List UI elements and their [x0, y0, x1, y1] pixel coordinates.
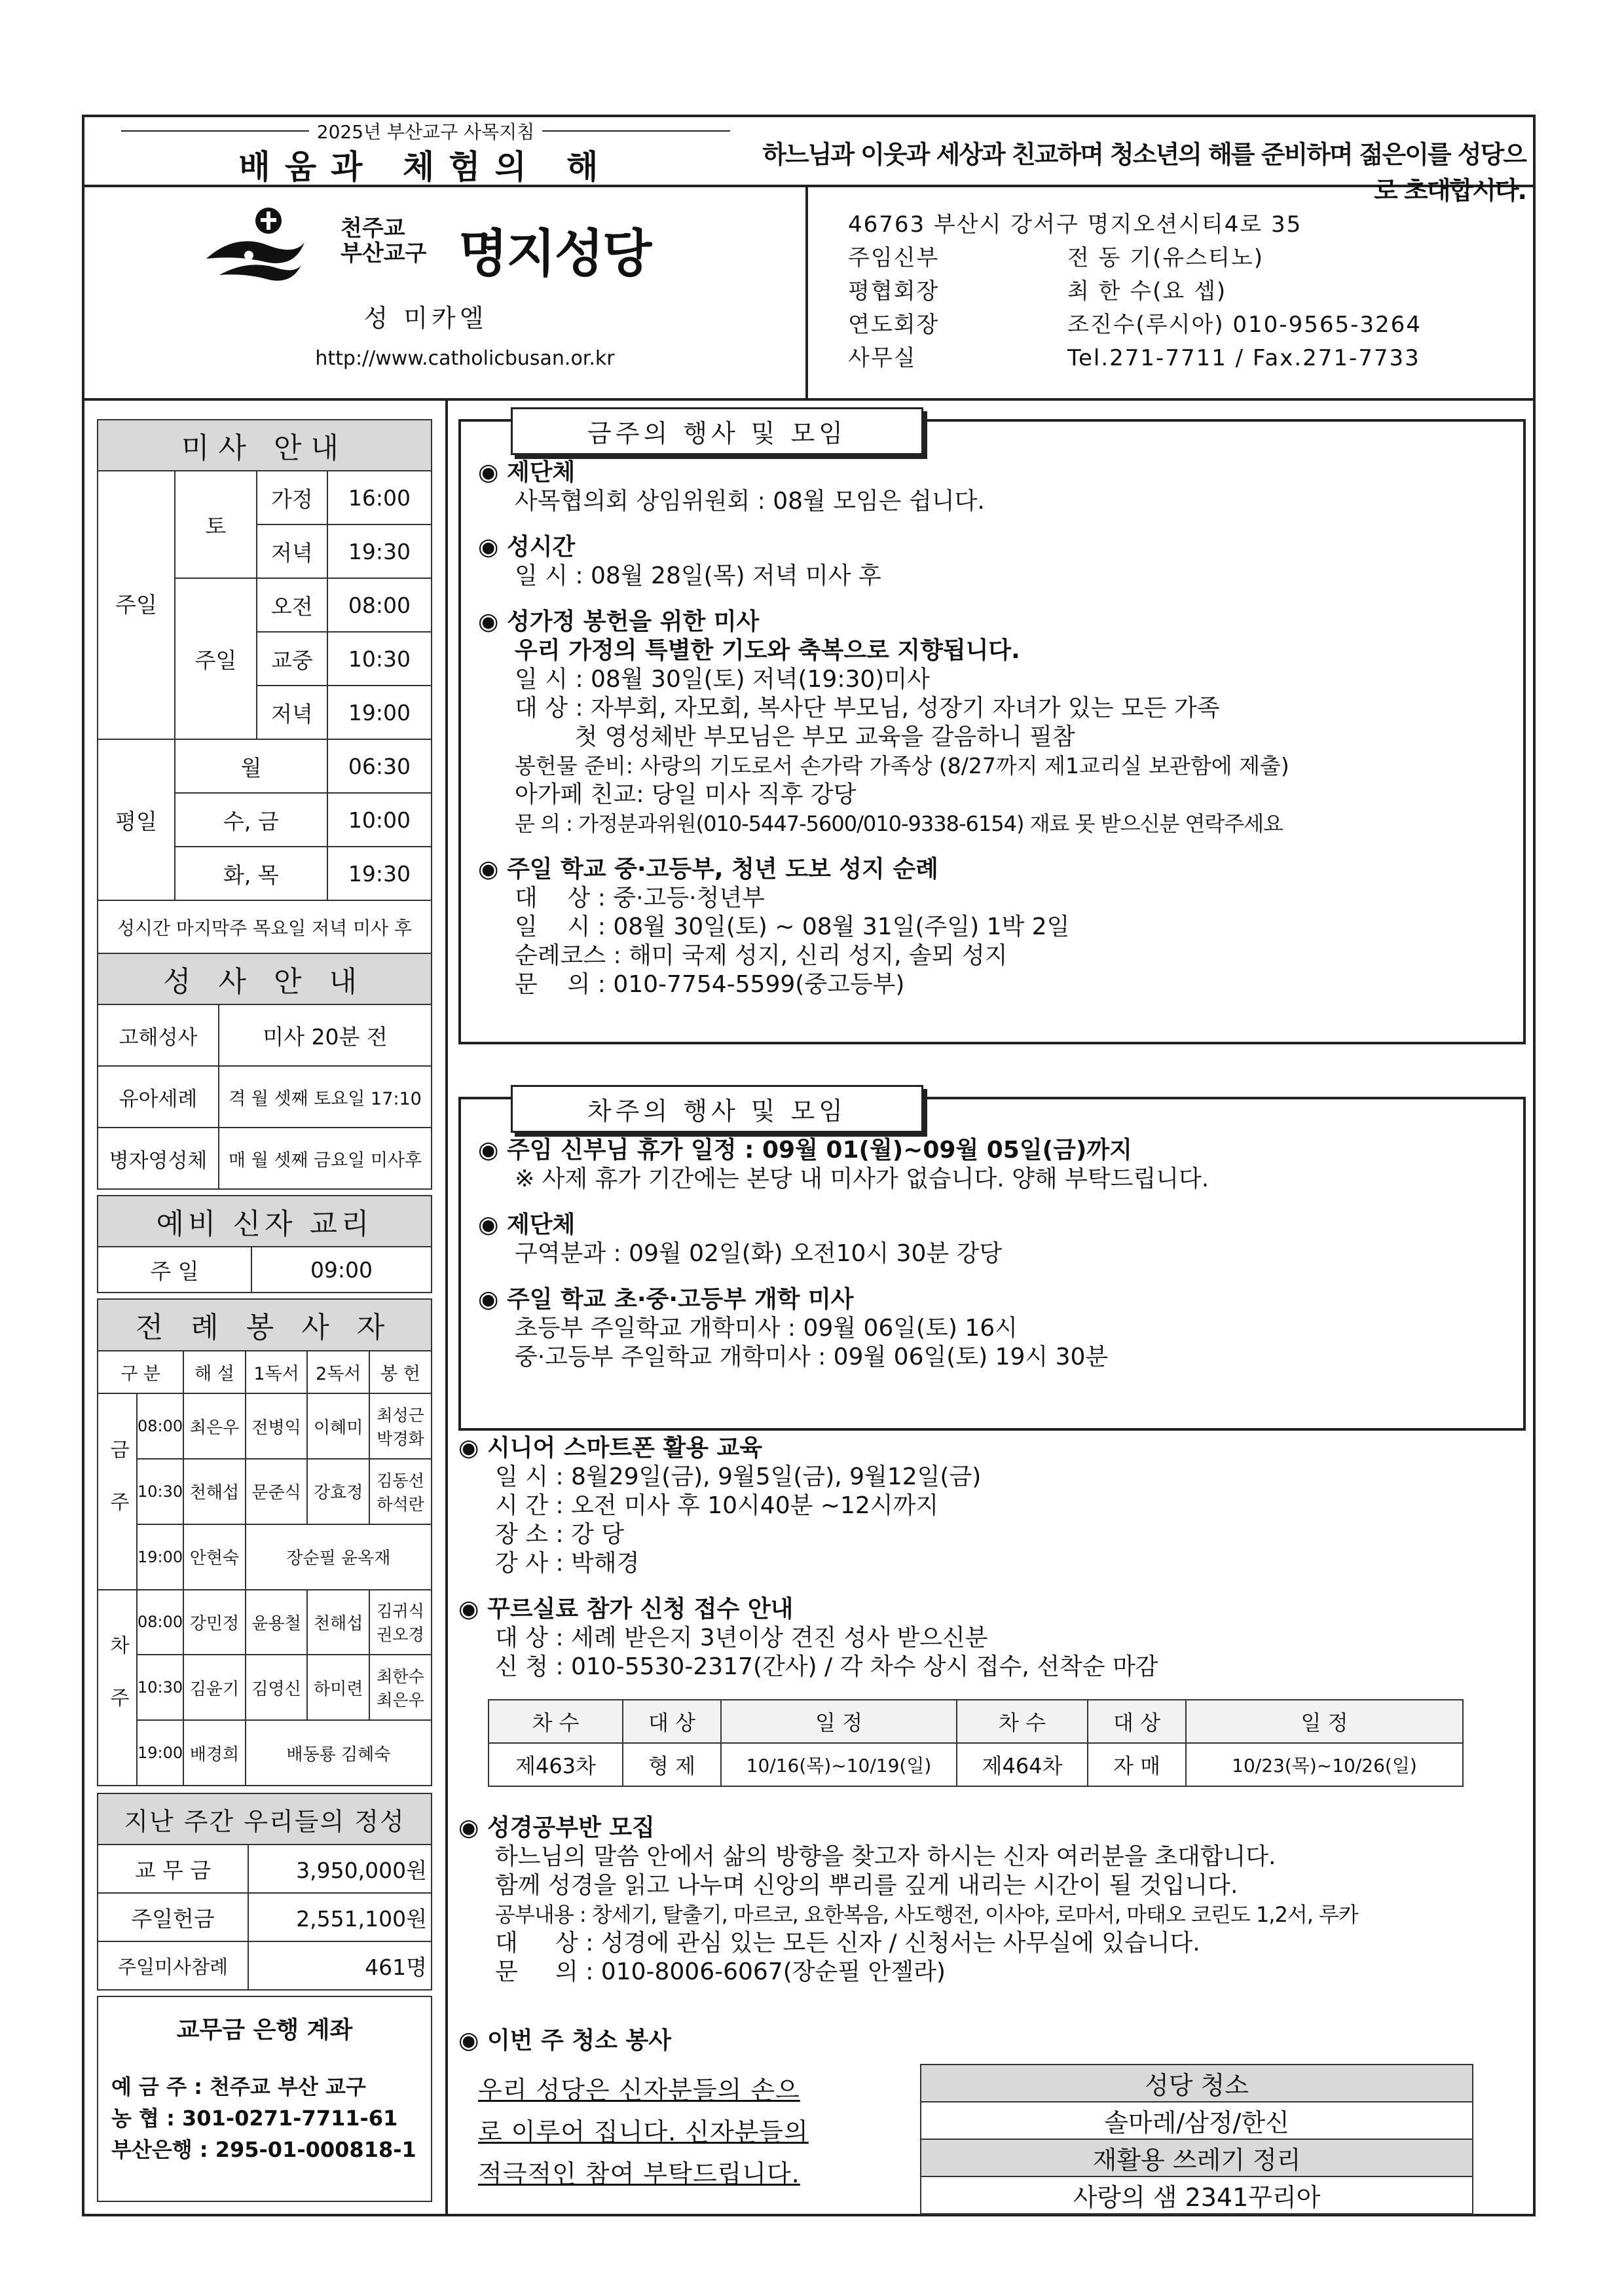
liturgy-person: 최성근 박경화	[369, 1393, 432, 1459]
offering-title: 지난 주간 우리들의 정성	[98, 1793, 432, 1845]
mass-weekday: 수, 금	[175, 793, 327, 847]
event-line: 일 시 : 08월 30일(토) 저녁(19:30)미사	[515, 666, 930, 693]
catechism-table	[97, 1195, 432, 1293]
liturgy-person: 하미련	[307, 1655, 369, 1720]
event-line: 초등부 주일학교 개학미사 : 09월 06일(토) 16시	[515, 1315, 1018, 1342]
saturday-label: 토	[175, 471, 257, 578]
liturgy-person: 이혜미	[307, 1393, 369, 1459]
event-line: 문 의 : 010-8006-6067(장순필 안젤라)	[495, 1958, 946, 1985]
divider	[82, 398, 1536, 401]
liturgy-person: 김동선 하석란	[369, 1459, 432, 1524]
event-heading: ◉ 주일 학교 초·중·고등부 개학 미사	[478, 1286, 854, 1313]
liturgy-time: 10:30	[137, 1655, 183, 1720]
bank-account: 부산은행 : 295-01-000818-1	[111, 2137, 416, 2162]
event-line: 문 의 : 010-7754-5599(중고등부)	[515, 971, 905, 998]
cleaning-table	[920, 2064, 1473, 2214]
liturgy-time: 19:00	[137, 1524, 183, 1590]
divider	[805, 185, 808, 399]
offering-value: 2,551,100원	[248, 1893, 432, 1941]
liturgy-person: 김윤기	[183, 1655, 246, 1720]
cursillo-cell: 제464차	[957, 1743, 1088, 1786]
event-line: 순례코스 : 해미 국제 성지, 신리 성지, 솔뫼 성지	[515, 942, 1008, 969]
liturgy-header: 구 분	[98, 1351, 183, 1394]
next-week-items	[478, 1136, 1526, 1372]
event-line: 중·고등부 주일학교 개학미사 : 09월 06일(토) 19시 30분	[515, 1344, 1109, 1370]
mass-weekday: 월	[175, 739, 327, 793]
cleaning-cell: 사랑의 샘 2341꾸리아	[921, 2176, 1473, 2214]
diocese-name: 천주교 부산교구	[341, 215, 427, 266]
event-line: 아가페 친교: 당일 미사 직후 강당	[515, 781, 857, 808]
offering-label: 교 무 금	[98, 1845, 248, 1893]
sunday-label: 주일	[98, 471, 175, 739]
slogan: 하느님과 이웃과 세상과 친교하며 청소년의 해를 준비하며 젊은이를 성당으로 초대합시다.	[762, 140, 1526, 205]
cursillo-header: 차 수	[489, 1700, 623, 1743]
next-week-title: 차주의 행사 및 모임	[511, 1085, 923, 1133]
parish-name: 명지성당	[458, 225, 651, 284]
event-line: 대 상 : 성경에 관심 있는 모든 신자 / 신청서는 사무실에 있습니다.	[495, 1930, 1200, 1956]
motto-title: 배움과 체험의 해	[238, 148, 613, 186]
liturgy-person: 강민정	[183, 1590, 246, 1655]
event-heading: ◉ 제단체	[478, 459, 576, 486]
cursillo-cell: 10/23(목)~10/26(일)	[1186, 1743, 1463, 1786]
event-heading: ◉ 성시간	[478, 534, 576, 560]
liturgy-header: 해 설	[183, 1351, 246, 1394]
cursillo-cell: 자 매	[1088, 1743, 1186, 1786]
liturgy-header: 봉 헌	[369, 1351, 432, 1394]
liturgy-person: 최은우	[183, 1393, 246, 1459]
liturgy-person: 김귀식 권오경	[369, 1590, 432, 1655]
mass-time: 16:00	[327, 471, 432, 524]
event-line: 일 시 : 08월 30일(토) ~ 08월 31일(주일) 1박 2일	[515, 913, 1070, 940]
liturgy-header: 1독서	[246, 1351, 308, 1394]
event-heading: ◉ 시니어 스마트폰 활용 교육	[458, 1435, 763, 1461]
mass-time: 19:30	[327, 524, 432, 578]
event-line: 봉헌물 준비: 사랑의 기도로서 손가락 가족상 (8/27까지 제1교리실 보관함에 제출)	[515, 753, 1289, 779]
liturgy-time: 10:30	[137, 1459, 183, 1524]
offering-label: 주일헌금	[98, 1893, 248, 1941]
event-heading: ◉ 성가정 봉헌을 위한 미사	[478, 608, 760, 635]
mass-slot: 오전	[257, 578, 327, 632]
event-line: 일 시 : 08월 28일(목) 저녁 미사 후	[515, 562, 881, 589]
liturgy-header: 2독서	[307, 1351, 369, 1394]
liturgy-table	[97, 1298, 432, 1786]
cleaning-cell: 재활용 쓰레기 정리	[921, 2139, 1473, 2176]
holy-hour-note: 성시간 마지막주 목요일 저녁 미사 후	[98, 900, 432, 954]
mass-table	[97, 419, 432, 955]
event-line: 대 상 : 자부회, 자모회, 복사단 부모님, 성장기 자녀가 있는 모든 가족	[515, 695, 1220, 722]
cursillo-table	[488, 1699, 1464, 1787]
event-line: 문 의 : 가정분과위원(010-5447-5600/010-9338-6154) 재료 못 받으신분 연락주세요	[515, 811, 1283, 836]
event-heading: ◉ 주임 신부님 휴가 일정 : 09월 01(월)~09월 05일(금)까지	[478, 1137, 1132, 1164]
bank-box	[97, 1996, 432, 2202]
cursillo-header: 일 정	[1186, 1700, 1463, 1743]
event-line: 구역분과 : 09월 02일(화) 오전10시 30분 강당	[515, 1240, 1003, 1267]
event-heading: ◉ 꾸르실료 참가 신청 접수 안내	[458, 1596, 794, 1623]
cursillo-cell: 제463차	[489, 1743, 623, 1786]
mass-slot: 저녁	[257, 524, 327, 578]
bank-account: 농 협 : 301-0271-7711-61	[111, 2106, 398, 2131]
event-heading: ◉ 주일 학교 중·고등부, 청년 도보 성지 순례	[478, 856, 938, 883]
mass-title: 미사 안내	[98, 420, 432, 471]
event-line: 우리 가정의 특별한 기도와 축복으로 지향됩니다.	[515, 637, 1020, 664]
offering-value: 3,950,000원	[248, 1845, 432, 1893]
catechism-title: 예비 신자 교리	[98, 1196, 432, 1247]
event-line: 첫 영성체반 부모님은 부모 교육을 갈음하니 필참	[515, 724, 1075, 750]
cleaning-cell: 성당 청소	[921, 2065, 1473, 2102]
event-heading: ◉ 제단체	[478, 1211, 576, 1238]
bible-study	[458, 1814, 1532, 1987]
sacrament-time: 격 월 셋째 토요일 17:10	[219, 1066, 432, 1128]
event-line: 강 사 : 박해경	[495, 1550, 640, 1577]
sacrament-time: 미사 20분 전	[219, 1004, 432, 1066]
cursillo-header: 대 상	[1088, 1700, 1186, 1743]
event-line: 공부내용 : 창세기, 탈출기, 마르코, 요한복음, 사도행전, 이사야, 로마서, 마태오 코린도 1,2서, 루카	[495, 1902, 1358, 1927]
event-line: 함께 성경을 읽고 나누며 신앙의 뿌리를 깊게 내리는 시간이 될 것입니다.	[495, 1872, 1238, 1899]
catechism-day: 주 일	[98, 1247, 251, 1293]
sacrament-name: 유아세례	[98, 1066, 219, 1128]
liturgy-person: 천해섭	[183, 1459, 246, 1524]
event-line: 사목협의회 상임위원회 : 08월 모임은 쉽니다.	[515, 488, 985, 515]
event-line: 대 상 : 중·고등·청년부	[515, 885, 765, 911]
next-week-label: 차주	[98, 1590, 137, 1786]
this-week-title: 금주의 행사 및 모임	[511, 407, 923, 455]
liturgy-title: 전 례 봉 사 자	[98, 1299, 432, 1351]
liturgy-person: 안현숙	[183, 1524, 246, 1590]
bank-account: 예 금 주 : 천주교 부산 교구	[111, 2074, 366, 2099]
sacrament-name: 병자영성체	[98, 1128, 219, 1189]
liturgy-person: 문준식	[246, 1459, 308, 1524]
event-line: 대 상 : 세례 받은지 3년이상 견진 성사 받으신분	[495, 1625, 988, 1651]
offering-value: 461명	[248, 1941, 432, 1990]
mass-time: 19:00	[327, 686, 432, 739]
sacrament-title: 성 사 안 내	[98, 953, 432, 1004]
offering-table	[97, 1793, 432, 1991]
mass-slot: 저녁	[257, 686, 327, 739]
liturgy-person: 전병익	[246, 1393, 308, 1459]
bank-title: 교무금 은행 계좌	[176, 2017, 353, 2044]
sunday-day-label: 주일	[175, 578, 257, 739]
event-line: 일 시 : 8월29일(금), 9월5일(금), 9월12일(금)	[495, 1463, 982, 1490]
liturgy-person: 윤용철	[246, 1590, 308, 1655]
cursillo-cell: 10/16(목)~10/19(일)	[721, 1743, 957, 1786]
liturgy-person: 김영신	[246, 1655, 308, 1720]
sacrament-time: 매 월 셋째 금요일 미사후	[219, 1128, 432, 1189]
mass-time: 10:30	[327, 632, 432, 686]
cursillo-cell: 형 제	[623, 1743, 721, 1786]
mass-time: 08:00	[327, 578, 432, 632]
announcements	[458, 1434, 1526, 1681]
mass-slot: 교중	[257, 632, 327, 686]
liturgy-person: 최한수 최은우	[369, 1655, 432, 1720]
liturgy-person: 배동룡 김혜숙	[246, 1720, 432, 1786]
event-heading: ◉ 성경공부반 모집	[458, 1814, 655, 1841]
event-line: ※ 사제 휴가 기간에는 본당 내 미사가 없습니다. 양해 부탁드립니다.	[515, 1166, 1209, 1192]
mass-time: 06:30	[327, 739, 432, 793]
year-line: 2025년 부산교구 사목지침	[121, 118, 730, 144]
catechism-time: 09:00	[251, 1247, 432, 1293]
cursillo-header: 대 상	[623, 1700, 721, 1743]
parish-logo-icon	[203, 206, 308, 291]
sacrament-table	[97, 953, 432, 1190]
cleaning-text: 우리 성당은 신자분들의 손으 로 이루어 집니다. 신자분들의 적극적인 참여 부탁드립니다.	[478, 2076, 809, 2188]
liturgy-person: 배경희	[183, 1720, 246, 1786]
website-link[interactable]: http://www.catholicbusan.or.kr	[315, 347, 615, 370]
liturgy-person: 강효정	[307, 1459, 369, 1524]
event-line: 장 소 : 강 당	[495, 1521, 625, 1548]
mass-time: 19:30	[327, 847, 432, 900]
offering-label: 주일미사참례	[98, 1941, 248, 1990]
liturgy-person: 장순필 윤옥재	[246, 1524, 432, 1590]
divider	[445, 398, 448, 2216]
event-line: 시 간 : 오전 미사 후 10시40분 ~12시까지	[495, 1492, 939, 1519]
sacrament-name: 고해성사	[98, 1004, 219, 1066]
liturgy-time: 08:00	[137, 1393, 183, 1459]
weekday-label: 평일	[98, 739, 175, 900]
event-line: 신 청 : 010-5530-2317(간사) / 각 차수 상시 접수, 선착순 마감	[495, 1653, 1158, 1680]
cleaning-cell: 솔마레/삼정/한신	[921, 2102, 1473, 2139]
cursillo-header: 일 정	[721, 1700, 957, 1743]
cursillo-header: 차 수	[957, 1700, 1088, 1743]
event-line: 하느님의 말씀 안에서 삶의 방향을 찾고자 하시는 신자 여러분을 초대합니다.	[495, 1843, 1276, 1870]
liturgy-time: 19:00	[137, 1720, 183, 1786]
mass-time: 10:00	[327, 793, 432, 847]
parish-info: 46763 부산시 강서구 명지오션시티4로 35 주임신부 전 동 기(유스티노) 평협회장 최 한 수(요 셉) 연도회장 조진수(루시아) 010-9565-3264 사무실 Tel.271-7711 / Fax.271-7733	[848, 211, 1422, 371]
mass-slot: 가정	[257, 471, 327, 524]
this-week-items	[478, 458, 1526, 999]
liturgy-person: 천해섭	[307, 1590, 369, 1655]
mass-weekday: 화, 목	[175, 847, 327, 900]
this-week-label: 금주	[98, 1393, 137, 1589]
liturgy-time: 08:00	[137, 1590, 183, 1655]
cleaning-heading: ◉ 이번 주 청소 봉사	[458, 2027, 671, 2054]
patron-saint: 성 미카엘	[363, 304, 488, 333]
